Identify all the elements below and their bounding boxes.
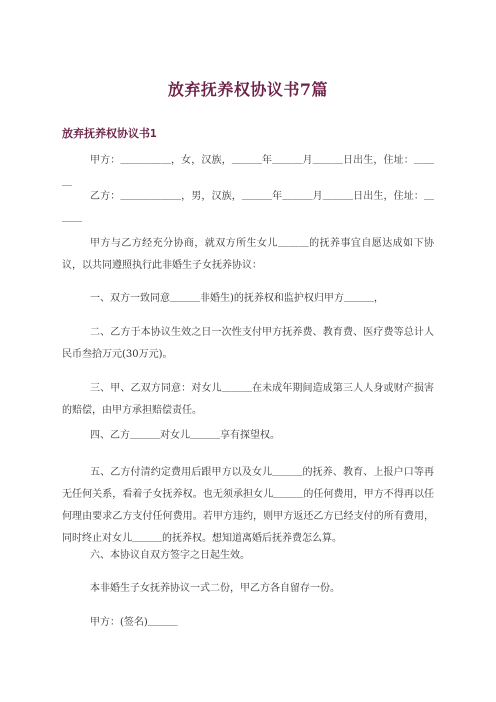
paragraph-clause-5: 五、乙方付清约定费用后跟甲方以及女儿＿＿＿的抚养、教育、上报户口等再无任何关系，看着子女抚养权。也无须承担女儿＿＿＿的任何费用，甲方不得再以任何理由要求乙方支付任何费用。若甲方违约，则甲方返还乙方已经支付的所有费用，同时终止对女儿＿＿＿的抚养权。想知道离婚后抚养费怎么算。 (62, 467, 434, 544)
paragraph-clause-6: 六、本协议自双方签字之日起生效。 (90, 550, 250, 561)
paragraph-party-b: 乙方：＿＿＿＿＿＿，男，汉族，＿＿＿年＿＿＿月＿＿＿日出生，住址：＿＿＿ (62, 191, 434, 224)
document-title: 放弃抚养权协议书7篇 (167, 80, 329, 99)
paragraph-copies: 本非婚生子女抚养协议一式二份，甲乙方各自留存一份。 (90, 583, 340, 594)
paragraph-clause-3: 三、甲、乙双方同意：对女儿＿＿＿在未成年期间造成第三人人身或财产损害的赔偿，由甲方承担赔偿责任。 (62, 383, 434, 416)
paragraph-clause-4: 四、乙方＿＿＿对女儿＿＿＿享有探望权。 (90, 430, 280, 441)
paragraph-party-a: 甲方：＿＿＿＿＿，女，汉族，＿＿＿年＿＿＿月＿＿＿日出生，住址：＿＿＿ (62, 155, 434, 188)
paragraph-clause-1: 一、双方一致同意＿＿＿非婚生)的抚养权和监护权归甲方＿＿＿， (90, 293, 384, 304)
section-heading: 放弃抚养权协议书1 (62, 127, 157, 140)
paragraph-clause-2: 二、乙方于本协议生效之日一次性支付甲方抚养费、教育费、医疗费等总计人民币叁拾万元(30万元)。 (62, 327, 434, 360)
paragraph-signature: 甲方：(签名)＿＿＿ (90, 617, 178, 628)
paragraph-intro: 甲方与乙方经充分协商，就双方所生女儿＿＿＿的抚养事宜自愿达成如下协议，以共同遵照执行此非婚生子女抚养协议： (62, 238, 434, 271)
